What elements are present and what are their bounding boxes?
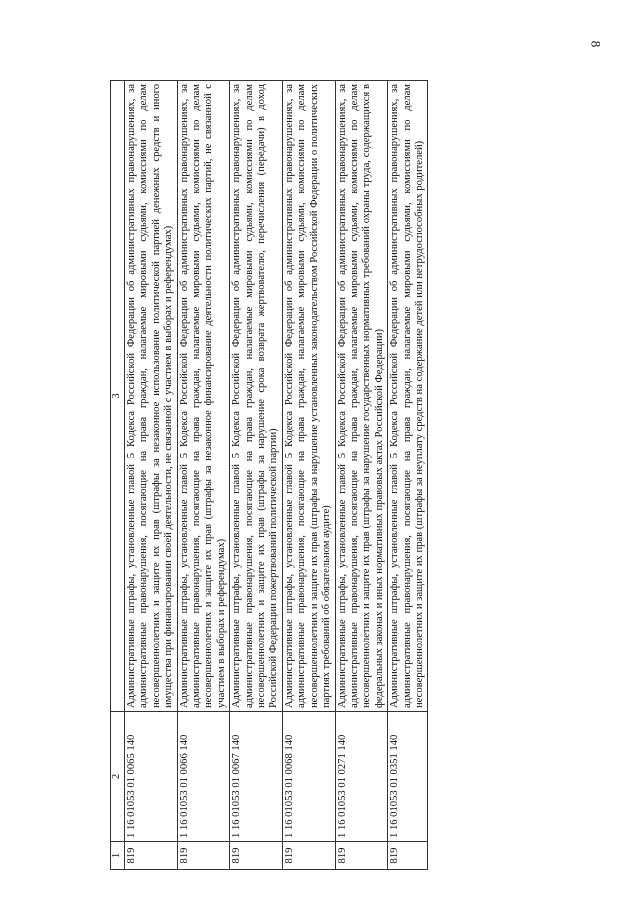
budget-classification-code: 1 16 01053 01 0351 140 <box>388 712 428 842</box>
budget-classification-code: 1 16 01053 01 0065 140 <box>125 712 178 842</box>
revenue-description: Административные штрафы, установленные главой 5 Кодекса Российской Федерации об административных правонарушениях, за административные правонарушения, посягающие на права граждан, налагаемые мировыми судьями, комиссиями по делам несовершеннолетних и защите их прав (штрафы за незаконное финансирование деятельности политических партий, не связанной с участием в выборах и референдумах) <box>177 81 230 712</box>
revenue-description: Административные штрафы, установленные главой 5 Кодекса Российской Федерации об административных правонарушениях, за административные правонарушения, посягающие на права граждан, налагаемые мировыми судьями, комиссиями по делам несовершеннолетних и защите их прав (штрафы за незаконное использование политической партией денежных средств и иного имущества при финансировании своей деятельности, не связанной с участием в выборах и референдумах) <box>125 81 178 712</box>
budget-classification-code: 1 16 01053 01 0068 140 <box>282 712 335 842</box>
column-header-2: 2 <box>111 712 125 842</box>
table-header-row <box>111 81 125 870</box>
table-row <box>230 81 283 870</box>
administrator-code: 819 <box>125 842 178 870</box>
table-row <box>335 81 388 870</box>
column-header-1: 1 <box>111 842 125 870</box>
revenue-description: Административные штрафы, установленные главой 5 Кодекса Российской Федерации об административных правонарушениях, за административные правонарушения, посягающие на права граждан, налагаемые мировыми судьями, комиссиями по делам несовершеннолетних и защите их прав (штрафы за неуплату средств на содержание детей или нетрудоспособных родителей) <box>388 81 428 712</box>
rotated-page-content <box>110 80 592 870</box>
budget-code-table <box>110 80 428 870</box>
table-row <box>388 81 428 870</box>
budget-classification-code: 1 16 01053 01 0066 140 <box>177 712 230 842</box>
administrator-code: 819 <box>177 842 230 870</box>
table-row <box>282 81 335 870</box>
table-row <box>125 81 178 870</box>
revenue-description: Административные штрафы, установленные главой 5 Кодекса Российской Федерации об административных правонарушениях, за административные правонарушения, посягающие на права граждан, налагаемые мировыми судьями, комиссиями по делам несовершеннолетних и защите их прав (штрафы за нарушение установленных законодательством Российской Федерации о политических партиях требований об обязательном аудите) <box>282 81 335 712</box>
administrator-code: 819 <box>335 842 388 870</box>
column-header-3: 3 <box>111 81 125 712</box>
administrator-code: 819 <box>388 842 428 870</box>
administrator-code: 819 <box>282 842 335 870</box>
budget-classification-code: 1 16 01053 01 0271 140 <box>335 712 388 842</box>
revenue-description: Административные штрафы, установленные главой 5 Кодекса Российской Федерации об административных правонарушениях, за административные правонарушения, посягающие на права граждан, налагаемые мировыми судьями, комиссиями по делам несовершеннолетних и защите их прав (штрафы за нарушение государственных нормативных требований охраны труда, содержащихся в федеральных законах и иных нормативных правовых актах Российской Федерации) <box>335 81 388 712</box>
page-number: 8 <box>588 40 604 48</box>
table-row <box>177 81 230 870</box>
administrator-code: 819 <box>230 842 283 870</box>
budget-classification-code: 1 16 01053 01 0067 140 <box>230 712 283 842</box>
revenue-description: Административные штрафы, установленные главой 5 Кодекса Российской Федерации об административных правонарушениях, за административные правонарушения, посягающие на права граждан, налагаемые мировыми судьями, комиссиями по делам несовершеннолетних и защите их прав (штрафы за нарушение срока возврата жертвователю, перечисления (передачи) в доход Российской Федерации пожертвований политической партии) <box>230 81 283 712</box>
